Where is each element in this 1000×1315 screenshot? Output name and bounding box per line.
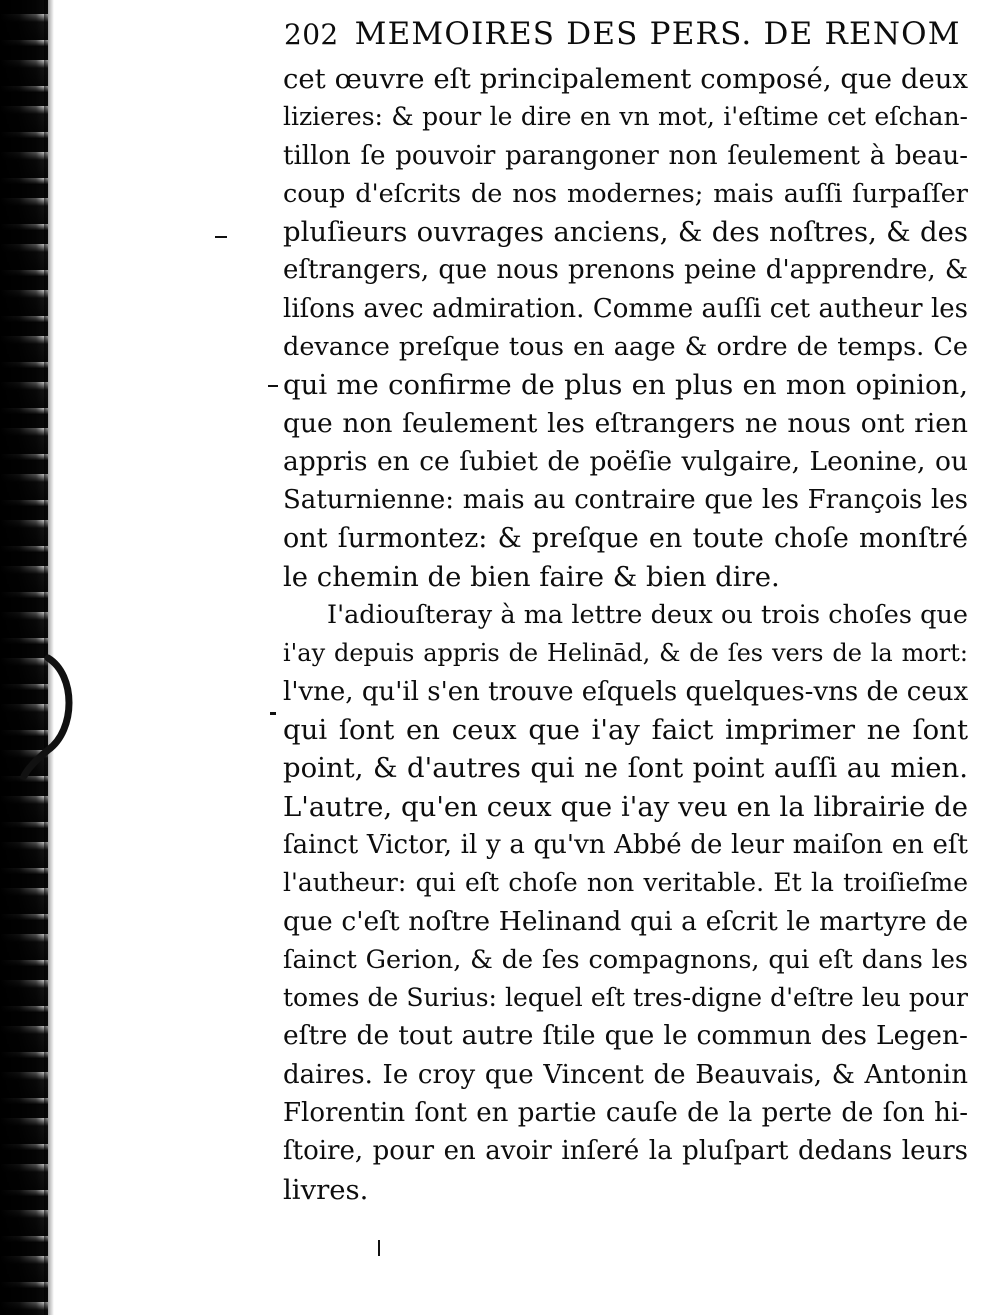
text-line: tillon ſe pouvoir parangoner non ſeulement à beau- xyxy=(283,140,968,171)
scan-speck xyxy=(270,712,276,715)
text-line: ſtoire, pour en avoir inſeré la pluſpart dedans leurs xyxy=(283,1136,968,1167)
text-line: devance preſque tous en aage & ordre de temps. Ce xyxy=(283,332,968,363)
text-line: tomes de Surius: lequel eſt tres-digne d'eſtre leu pour xyxy=(283,983,968,1013)
text-line: cet œuvre eſt principalement composé, que deux xyxy=(283,63,968,95)
text-line: qui me confirme de plus en plus en mon opinion, xyxy=(283,369,968,402)
text-line: I'adiouſteray à ma lettre deux ou trois choſes que xyxy=(327,600,968,631)
text-line: Saturnienne: mais au contraire que les François les xyxy=(283,485,968,516)
text-line: i'ay depuis appris de Helinād, & de ſes vers de la mort: xyxy=(283,639,968,668)
text-line: point, & d'autres qui ne ſont point auſſi au mien. xyxy=(283,752,968,785)
text-line: qui ſont en ceux que i'ay faict imprimer ne ſont xyxy=(283,714,968,747)
text-line: le chemin de bien faire & bien dire. xyxy=(283,560,780,593)
text-line: appris en ce ſubiet de poëſie vulgaire, Leonine, ou xyxy=(283,445,968,477)
text-line: eſtrangers, que nous prenons peine d'apprendre, & xyxy=(283,255,968,286)
running-head: MEMOIRES DES PERS. DE RENOM xyxy=(354,16,961,52)
page-header xyxy=(284,16,964,62)
text-line: Florentin ſont en partie cauſe de la perte de ſon hi- xyxy=(283,1098,968,1129)
text-line: ſainct Gerion, & de ſes compagnons, qui eſt dans les xyxy=(283,944,968,975)
paragraph xyxy=(283,596,968,1209)
text-line: que non ſeulement les eſtrangers ne nous ont rien xyxy=(283,407,968,439)
text-line: liſons avec admiration. Comme auſſi cet autheur les xyxy=(283,293,968,324)
body-text xyxy=(283,60,968,1209)
text-line: daires. Ie croy que Vincent de Beauvais, & Antonin xyxy=(283,1059,968,1090)
text-line: l'autheur: qui eſt choſe non veritable. Et la troiſieſme xyxy=(283,868,968,898)
text-line: ont ſurmontez: & preſque en toute choſe monſtré xyxy=(283,522,968,554)
text-line: L'autre, qu'en ceux que i'ay veu en la librairie de xyxy=(283,790,968,823)
scan-speck xyxy=(378,1240,380,1256)
text-line: ſainct Victor, il y a qu'vn Abbé de leur maiſon en eſt xyxy=(283,829,968,860)
page-number: 202 xyxy=(284,18,339,51)
text-line: l'vne, qu'il s'en trouve eſquels quelques-vns de ceux xyxy=(283,676,969,707)
text-line: livres. xyxy=(283,1173,369,1206)
paragraph xyxy=(283,60,968,596)
text-line: pluſieurs ouvrages anciens, & des noſtres, & des xyxy=(283,216,968,249)
text-line: lizieres: & pour le dire en vn mot, i'eſtime cet eſchan- xyxy=(283,102,968,132)
scan-speck xyxy=(268,385,278,387)
text-line: que c'eſt noſtre Helinand qui a eſcrit le martyre de xyxy=(283,905,968,937)
text-line: eſtre de tout autre ſtile que le commun des Legen- xyxy=(283,1020,968,1052)
scan-speck xyxy=(215,236,227,238)
text-line: coup d'eſcrits de nos modernes; mais auſſi ſurpaſſer xyxy=(283,178,968,209)
bleed-through-stroke xyxy=(18,650,78,780)
